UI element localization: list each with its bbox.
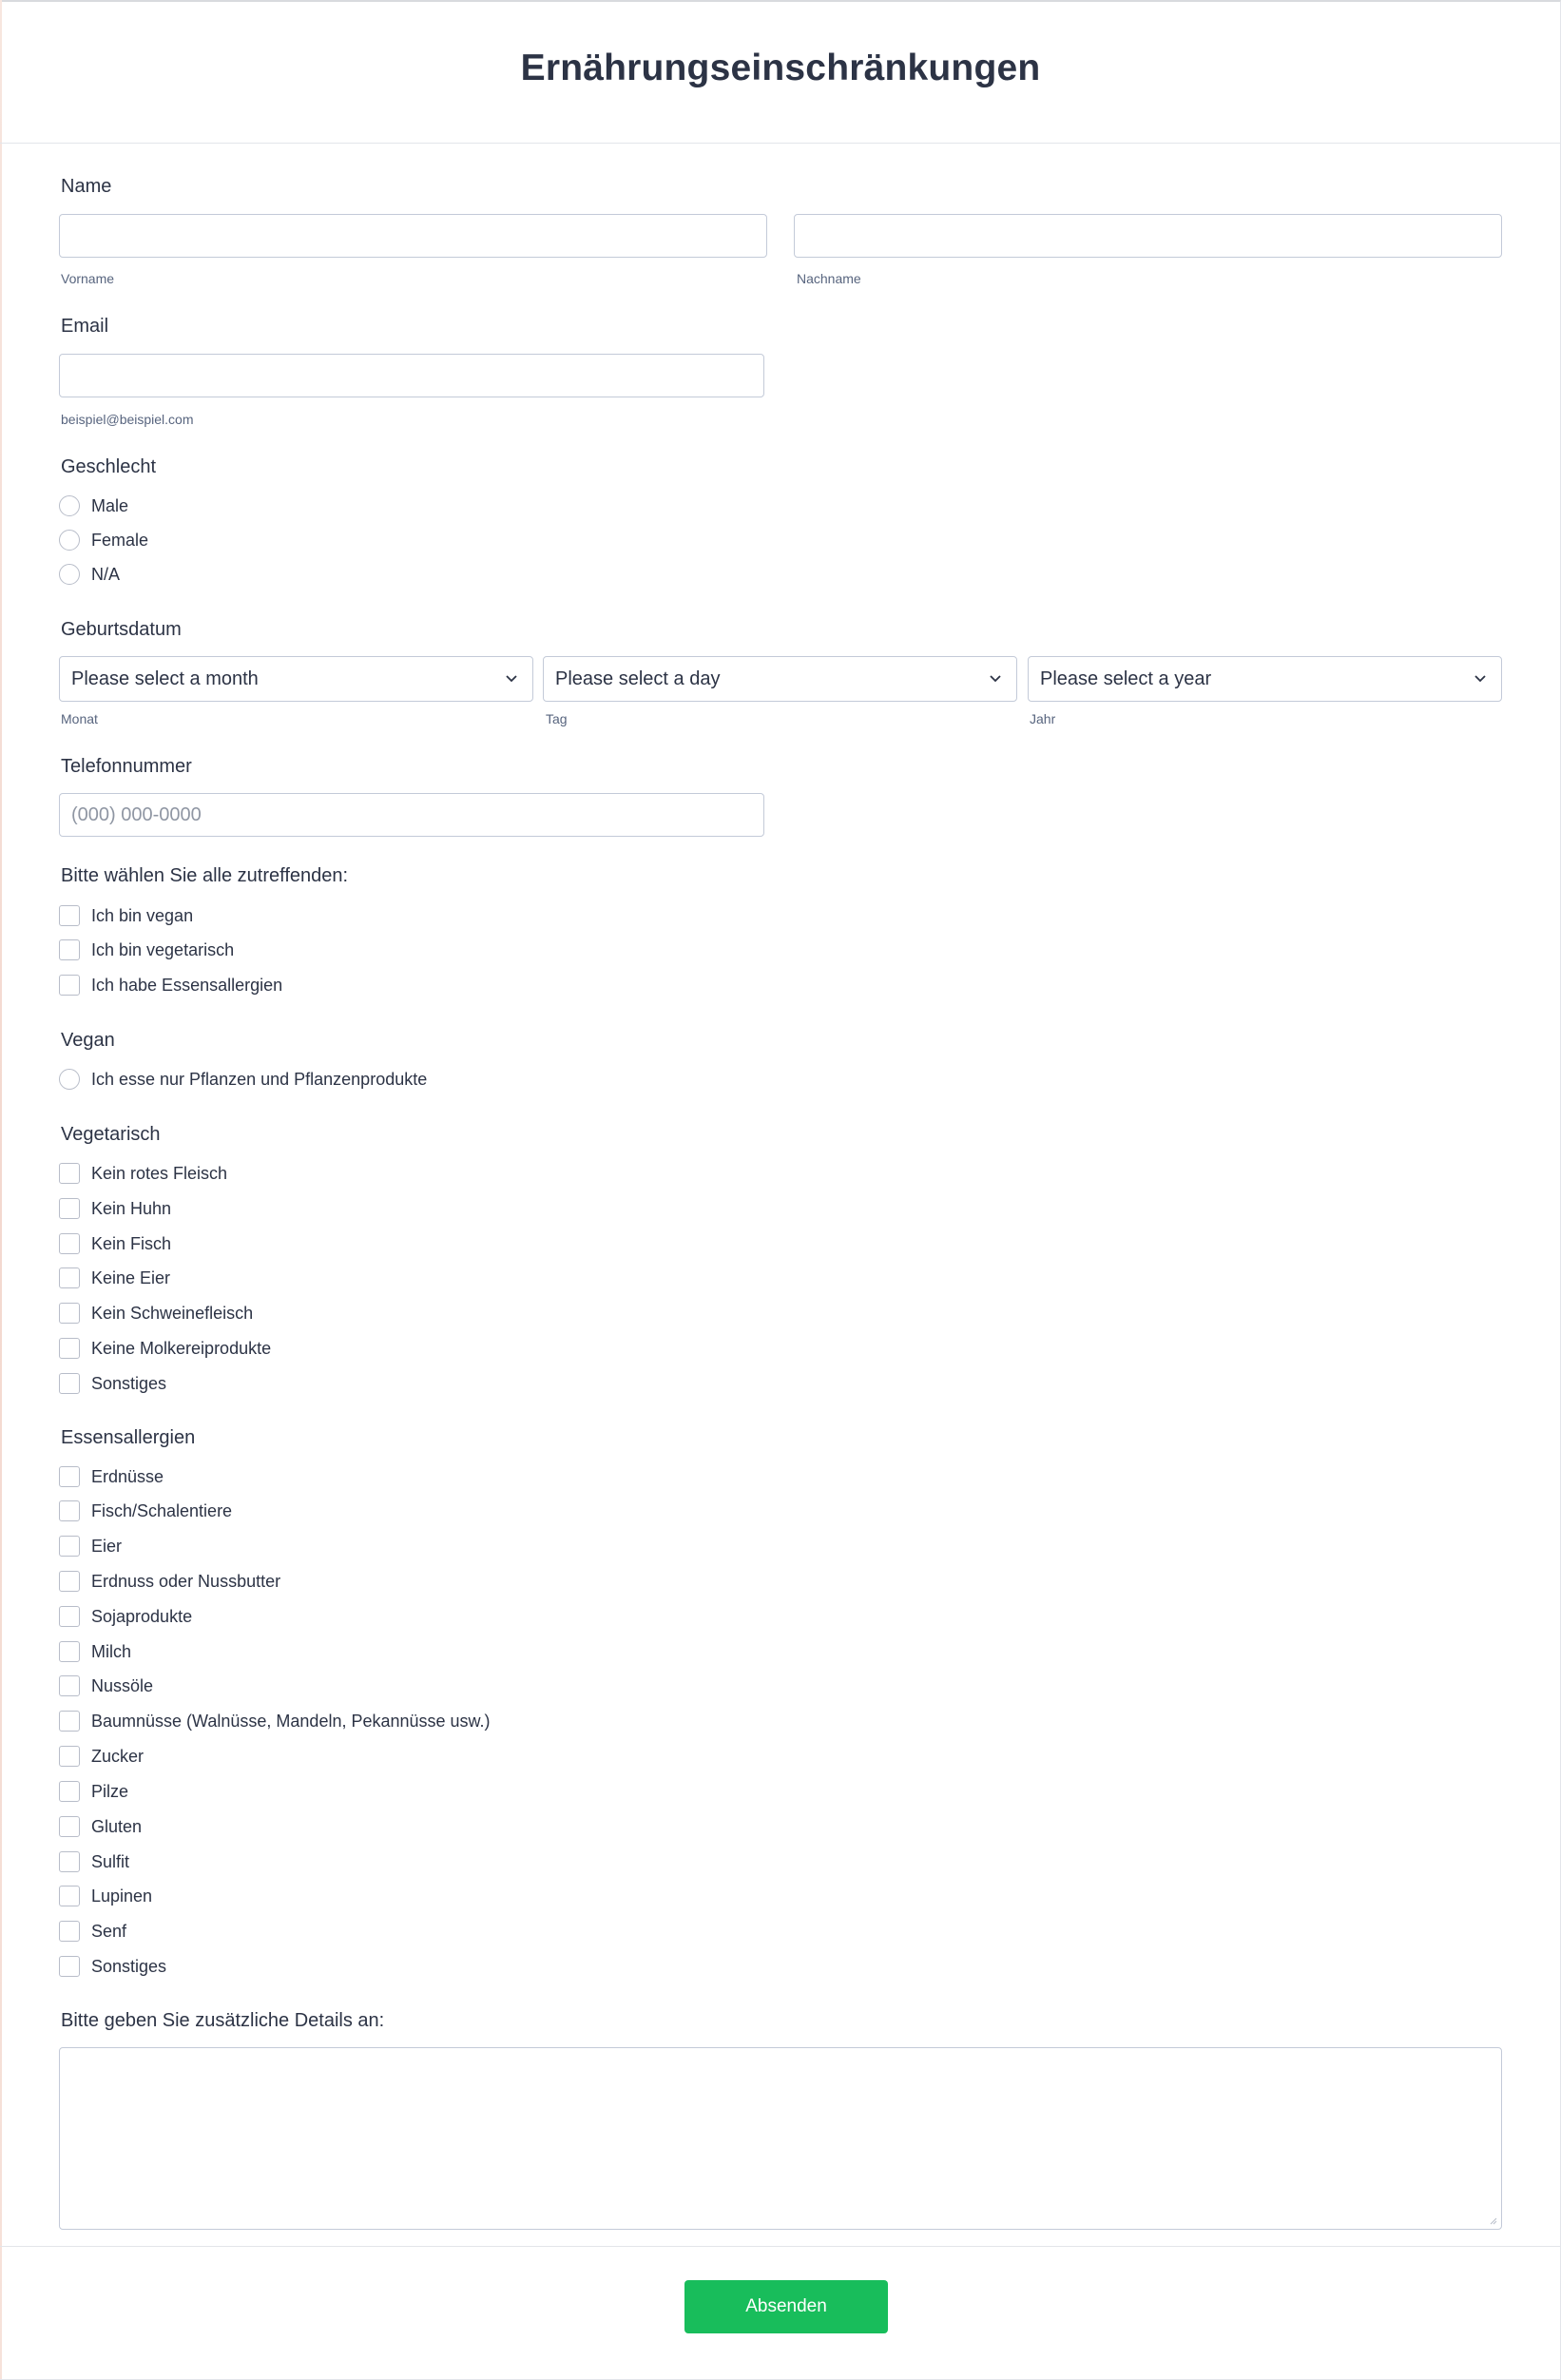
applicable-option-vegan[interactable] [59,903,193,928]
checkbox[interactable] [59,1711,80,1732]
applicable-option-vegetarian[interactable] [59,938,234,962]
phone-input[interactable] [59,793,764,837]
name-label: Name [61,176,112,197]
allergy-option[interactable] [59,1639,131,1664]
checkbox[interactable] [59,1675,80,1696]
day-select[interactable] [543,656,1017,702]
month-sublabel: Monat [61,711,98,726]
gender-label: Geschlecht [61,456,157,477]
vegetarian-option[interactable] [59,1266,170,1290]
option-label: Milch [91,1641,132,1661]
allergy-option[interactable] [59,1569,280,1594]
option-label: Keine Molkereiprodukte [91,1338,272,1358]
option-label: Fisch/Schalentiere [91,1500,233,1520]
allergy-option[interactable] [59,1604,192,1629]
checkbox[interactable] [59,1571,80,1592]
checkbox[interactable] [59,1163,80,1184]
submit-button[interactable]: Absenden [684,2280,888,2333]
option-label: Sonstiges [91,1956,167,1976]
option-label: Lupinen [91,1886,153,1906]
option-label: Ich esse nur Pflanzen und Pflanzenprodukte [91,1069,428,1089]
allergy-option[interactable] [59,1849,129,1874]
option-label: Kein rotes Fleisch [91,1163,228,1183]
allergy-option[interactable] [59,1744,144,1769]
allergy-option[interactable] [59,1919,126,1944]
option-label: Keine Eier [91,1267,171,1287]
option-label: Ich bin vegetarisch [91,939,235,959]
day-select-value: Please select a day [555,668,721,689]
first-name-sublabel: Vorname [61,271,115,286]
checkbox[interactable] [59,975,80,996]
checkbox[interactable] [59,1536,80,1557]
option-label: Zucker [91,1746,145,1766]
email-input[interactable] [59,354,764,397]
chevron-down-icon [504,670,519,686]
checkbox[interactable] [59,1198,80,1219]
allergy-option[interactable] [59,1499,232,1523]
year-select-value: Please select a year [1040,668,1212,689]
checkbox[interactable] [59,1816,80,1837]
checkbox[interactable] [59,939,80,960]
applicable-option-allergies[interactable] [59,973,282,997]
allergies-label: Essensallergien [61,1427,196,1448]
applicable-label: Bitte wählen Sie alle zutreffenden: [61,865,349,886]
radio-button[interactable] [59,1069,80,1090]
vegetarian-option[interactable] [59,1301,253,1325]
day-sublabel: Tag [546,711,568,726]
vegan-option-plants[interactable] [59,1067,427,1092]
month-select-value: Please select a month [71,668,259,689]
option-label: Senf [91,1921,127,1941]
checkbox[interactable] [59,1851,80,1872]
checkbox[interactable] [59,1641,80,1662]
birthdate-label: Geburtsdatum [61,619,182,640]
checkbox[interactable] [59,1886,80,1906]
form-title: Ernährungseinschränkungen [520,48,1041,88]
first-name-input[interactable] [59,214,767,258]
option-label: N/A [91,564,121,584]
option-label: Eier [91,1536,123,1556]
checkbox[interactable] [59,1500,80,1521]
option-label: Sulfit [91,1851,130,1871]
vegetarian-option[interactable] [59,1161,227,1186]
option-label: Ich bin vegan [91,905,194,925]
vegetarian-option[interactable] [59,1196,171,1221]
gender-option-female[interactable] [59,528,148,552]
checkbox[interactable] [59,1373,80,1394]
option-label: Pilze [91,1781,129,1801]
chevron-down-icon [1473,670,1488,686]
option-label: Ich habe Essensallergien [91,975,283,995]
radio-button[interactable] [59,530,80,551]
checkbox[interactable] [59,1781,80,1802]
checkbox[interactable] [59,905,80,926]
email-sublabel: beispiel@beispiel.com [61,412,194,427]
email-label: Email [61,316,109,337]
allergy-option[interactable] [59,1674,153,1698]
chevron-down-icon [988,670,1003,686]
vegetarian-option[interactable] [59,1371,166,1396]
checkbox[interactable] [59,1746,80,1767]
checkbox[interactable] [59,1606,80,1627]
option-label: Gluten [91,1816,143,1836]
last-name-input[interactable] [794,214,1502,258]
option-label: Kein Schweinefleisch [91,1303,254,1323]
last-name-sublabel: Nachname [797,271,861,286]
allergy-option[interactable] [59,1534,122,1558]
checkbox[interactable] [59,1338,80,1359]
details-textarea[interactable] [59,2047,1502,2230]
option-label: Sonstiges [91,1373,167,1393]
allergy-option[interactable] [59,1814,142,1839]
option-label: Nussöle [91,1675,154,1695]
checkbox[interactable] [59,1267,80,1288]
vegetarian-label: Vegetarisch [61,1124,161,1145]
radio-button[interactable] [59,564,80,585]
vegetarian-option[interactable] [59,1336,271,1361]
footer-divider [0,2246,1561,2247]
option-label: Male [91,495,129,515]
month-select[interactable] [59,656,533,702]
option-label: Baumnüsse (Walnüsse, Mandeln, Pekannüsse usw.) [91,1711,491,1731]
allergy-option[interactable] [59,1954,166,1979]
checkbox[interactable] [59,1466,80,1487]
allergy-option[interactable] [59,1709,491,1733]
allergy-option[interactable] [59,1884,152,1908]
allergy-option[interactable] [59,1779,128,1804]
details-label: Bitte geben Sie zusätzliche Details an: [61,2010,385,2031]
checkbox[interactable] [59,1233,80,1254]
form-header [0,0,1561,144]
phone-label: Telefonnummer [61,756,192,777]
gender-option-na[interactable] [59,562,120,587]
option-label: Erdnuss oder Nussbutter [91,1571,281,1591]
vegetarian-option[interactable] [59,1231,171,1256]
option-label: Kein Huhn [91,1198,172,1218]
allergy-option[interactable] [59,1464,164,1489]
checkbox[interactable] [59,1303,80,1324]
radio-button[interactable] [59,495,80,516]
year-sublabel: Jahr [1030,711,1056,726]
left-accent-strip [0,0,2,2379]
checkbox[interactable] [59,1921,80,1942]
option-label: Kein Fisch [91,1233,172,1253]
checkbox[interactable] [59,1956,80,1977]
year-select[interactable] [1028,656,1502,702]
vegan-label: Vegan [61,1030,115,1051]
resize-handle-icon[interactable] [1488,2216,1497,2225]
option-label: Sojaprodukte [91,1606,193,1626]
gender-option-male[interactable] [59,493,128,518]
option-label: Female [91,530,149,550]
option-label: Erdnüsse [91,1466,164,1486]
